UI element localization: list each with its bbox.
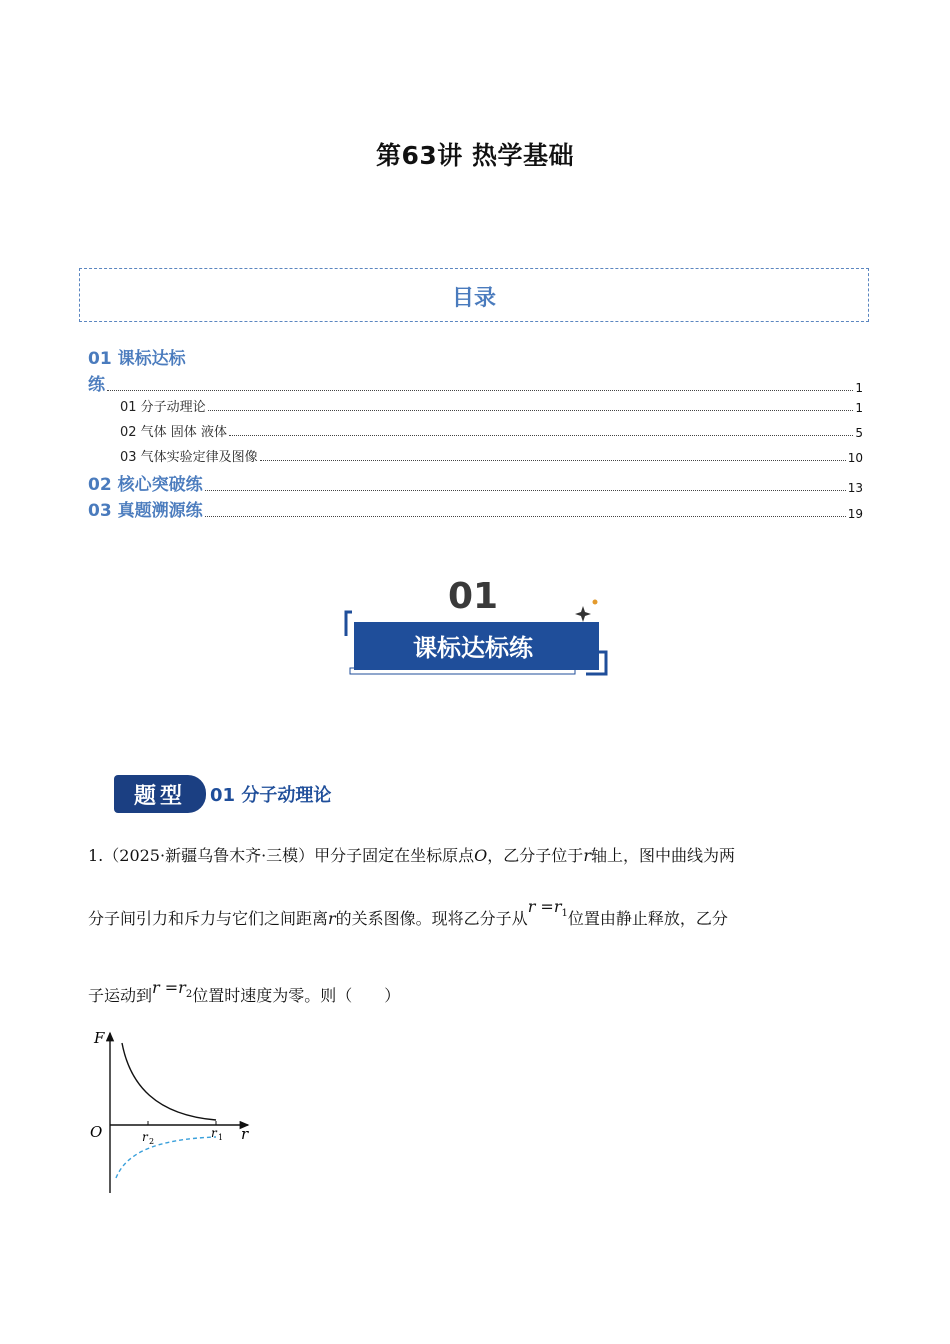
toc-entry-label: 02 核心突破练 <box>88 475 203 495</box>
banner-text: 课标达标练 <box>413 634 533 662</box>
type-badge: 题型 <box>114 775 206 813</box>
question-line-3 <box>88 978 401 1006</box>
tick-r1: r <box>211 1126 217 1140</box>
text-run: 分子间引力和斥力与它们之间距离 <box>88 909 329 928</box>
tick-r1-sub: 1 <box>218 1133 224 1142</box>
toc-entry-label: 01 分子动理论 <box>120 400 206 415</box>
toc-entry-label: 02 气体 固体 液体 <box>120 425 227 440</box>
toc-leader <box>208 409 854 411</box>
math-r: r <box>328 909 336 928</box>
text-run: 轴上，图中曲线为两 <box>590 846 735 865</box>
section-banner <box>342 570 612 680</box>
type-title: 01 分子动理论 <box>210 785 332 806</box>
toc-page-number: 1 <box>855 381 863 395</box>
math-r-eq-r1: $r =r_1$ <box>527 897 568 919</box>
toc-entry-3[interactable] <box>120 421 863 440</box>
toc-leader <box>107 389 853 391</box>
toc-entry-1[interactable] <box>88 370 863 395</box>
toc-leader <box>229 434 853 436</box>
question-line-2 <box>88 897 728 929</box>
toc-leader <box>205 489 846 491</box>
y-axis-label: F <box>94 1029 105 1047</box>
toc-entry-label: 03 真题溯源练 <box>88 501 203 521</box>
sparkle-icon <box>575 600 598 623</box>
text-run: 位置时速度为零。则（ ） <box>192 986 401 1005</box>
toc-entry-4[interactable] <box>120 446 863 465</box>
banner-number: 01 <box>447 576 499 617</box>
question-type-header <box>114 774 331 814</box>
toc-page-number: 13 <box>847 481 863 495</box>
origin-label: O <box>90 1123 103 1141</box>
tick-r2-sub: 2 <box>149 1137 155 1146</box>
repulsion-curve <box>122 1043 216 1120</box>
toc-heading: 目录 <box>451 286 496 311</box>
toc-entry-5[interactable] <box>88 470 863 495</box>
text-run: 1.（2025·新疆乌鲁木齐·三模）甲分子固定在坐标原点 <box>88 846 475 865</box>
x-axis-label: r <box>241 1125 249 1143</box>
tick-r2: r <box>142 1130 148 1144</box>
question-line-1 <box>88 843 735 866</box>
toc-entry-2[interactable] <box>120 396 863 415</box>
toc-page-number: 10 <box>847 451 863 465</box>
page-title: 第63讲 热学基础 <box>376 141 574 170</box>
force-distance-graph <box>86 1025 256 1195</box>
toc-page-number: 5 <box>855 426 863 440</box>
toc-page-number: 1 <box>855 401 863 415</box>
toc-entry-1-line1[interactable]: 01 课标达标 <box>88 349 186 369</box>
toc-entry-label: 03 气体实验定律及图像 <box>120 450 258 465</box>
toc-entry-6[interactable] <box>88 496 863 521</box>
math-O: O <box>474 846 488 865</box>
attraction-curve <box>116 1137 216 1178</box>
math-r-eq-r2: $r =r_2$ <box>152 978 193 1000</box>
toc-page-number: 19 <box>847 507 863 521</box>
text-run: 的关系图像。现将乙分子从 <box>335 909 528 928</box>
text-run: 位置由静止释放，乙分 <box>567 909 728 928</box>
text-run: 子运动到 <box>88 986 153 1005</box>
toc-leader <box>205 515 846 517</box>
text-run: ，乙分子位于 <box>487 846 584 865</box>
toc-header-box <box>79 268 869 322</box>
toc-entry-1-line2: 练 <box>88 375 105 395</box>
math-r: r <box>583 846 591 865</box>
toc-leader <box>260 459 846 461</box>
